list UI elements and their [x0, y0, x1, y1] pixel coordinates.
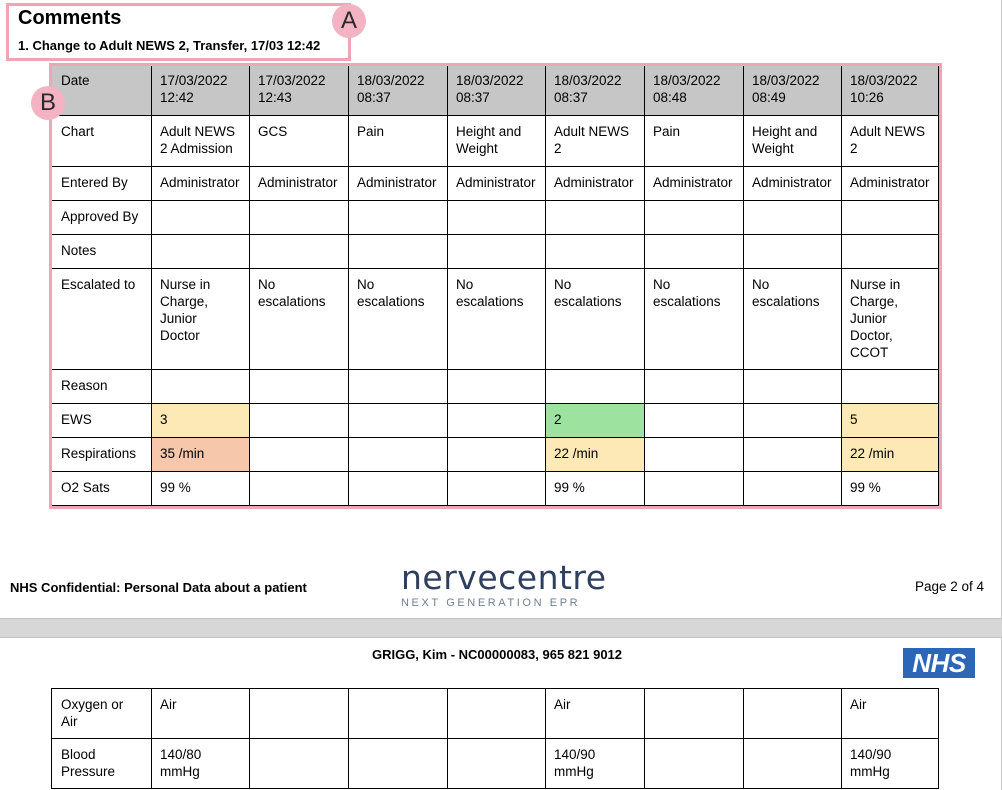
obs-row-o2-sats [52, 472, 939, 506]
table-cell: 18/03/2022 08:48 [645, 65, 744, 116]
table-cell [842, 370, 939, 404]
table-cell: 18/03/2022 08:49 [744, 65, 842, 116]
logo-wordmark: nervecentre [401, 558, 607, 597]
row-label: Escalated to [52, 269, 152, 370]
table-cell: 17/03/2022 12:42 [152, 65, 250, 116]
table-cell: Administrator [645, 167, 744, 201]
table-cell: 140/90 mmHg [842, 739, 939, 789]
obs-row-date [52, 65, 939, 116]
table-cell: No escalations [448, 269, 546, 370]
table-cell: 140/80 mmHg [152, 739, 250, 789]
row-label: Approved By [52, 201, 152, 235]
table-cell [546, 370, 645, 404]
row-label: Date [52, 65, 152, 116]
table-cell: No escalations [744, 269, 842, 370]
table-cell [448, 404, 546, 438]
obs-row-escalated-to [52, 269, 939, 370]
table-cell [349, 404, 448, 438]
table-cell: Nurse in Charge, Junior Doctor, CCOT [842, 269, 939, 370]
table-cell: Adult NEWS 2 [546, 116, 645, 167]
table-cell [152, 235, 250, 269]
table-cell [645, 472, 744, 506]
table-cell: No escalations [349, 269, 448, 370]
row-label: Blood Pressure [52, 739, 152, 789]
obs-row-reason [52, 370, 939, 404]
annotation-badge-a: A [332, 4, 366, 38]
table-cell: 5 [842, 404, 939, 438]
obs-row-approved-by [52, 201, 939, 235]
table-cell: 2 [546, 404, 645, 438]
page-number: Page 2 of 4 [914, 579, 984, 594]
table-cell [448, 235, 546, 269]
table-cell [152, 370, 250, 404]
table-cell [250, 404, 349, 438]
table-cell: Administrator [349, 167, 448, 201]
nervecentre-logo [401, 558, 607, 610]
table-cell [448, 370, 546, 404]
table-cell: 18/03/2022 08:37 [546, 65, 645, 116]
table-cell: 17/03/2022 12:43 [250, 65, 349, 116]
table-cell: GCS [250, 116, 349, 167]
table-cell [645, 370, 744, 404]
table-cell: Administrator [152, 167, 250, 201]
table-cell [744, 404, 842, 438]
obs-row-respirations [52, 438, 939, 472]
obs-cont-row-oxygen-or-air [52, 689, 939, 739]
table-cell: Height and Weight [448, 116, 546, 167]
table-cell [744, 370, 842, 404]
table-cell [250, 689, 349, 739]
table-cell: 35 /min [152, 438, 250, 472]
table-cell: 140/90 mmHg [546, 739, 645, 789]
table-cell [744, 689, 842, 739]
table-cell: Administrator [448, 167, 546, 201]
table-cell: No escalations [546, 269, 645, 370]
table-cell [645, 201, 744, 235]
table-cell [250, 472, 349, 506]
table-cell: 99 % [546, 472, 645, 506]
logo-tagline: NEXT GENERATION EPR [401, 597, 581, 609]
table-cell [250, 201, 349, 235]
table-cell: Pain [349, 116, 448, 167]
obs-row-notes [52, 235, 939, 269]
table-cell [250, 370, 349, 404]
table-cell: Air [546, 689, 645, 739]
table-cell: 3 [152, 404, 250, 438]
row-label: Respirations [52, 438, 152, 472]
table-cell [645, 739, 744, 789]
observations-table [51, 64, 939, 506]
table-cell [349, 201, 448, 235]
row-label: Notes [52, 235, 152, 269]
table-cell [744, 438, 842, 472]
table-cell: 18/03/2022 08:37 [448, 65, 546, 116]
table-cell: Air [842, 689, 939, 739]
table-cell [349, 438, 448, 472]
table-cell: Air [152, 689, 250, 739]
row-label: Entered By [52, 167, 152, 201]
row-label: EWS [52, 404, 152, 438]
table-cell [448, 689, 546, 739]
table-cell: No escalations [645, 269, 744, 370]
table-cell [645, 438, 744, 472]
table-cell: 18/03/2022 08:37 [349, 65, 448, 116]
table-cell [744, 201, 842, 235]
table-cell [744, 739, 842, 789]
table-cell: Administrator [744, 167, 842, 201]
table-cell [250, 438, 349, 472]
table-cell [448, 739, 546, 789]
patient-header: GRIGG, Kim - NC00000083, 965 821 9012 [371, 647, 623, 662]
confidential-notice: NHS Confidential: Personal Data about a patient [10, 580, 307, 595]
table-cell [645, 689, 744, 739]
obs-row-ews [52, 404, 939, 438]
page-separator [0, 618, 1002, 638]
table-cell: Pain [645, 116, 744, 167]
comments-heading: Comments [18, 7, 122, 29]
table-cell [349, 370, 448, 404]
table-cell [349, 235, 448, 269]
row-label: Reason [52, 370, 152, 404]
table-cell [546, 235, 645, 269]
table-cell [645, 404, 744, 438]
table-cell: Administrator [250, 167, 349, 201]
table-cell [448, 438, 546, 472]
table-cell [744, 472, 842, 506]
table-cell: Administrator [842, 167, 939, 201]
table-cell [250, 235, 349, 269]
table-cell: 99 % [842, 472, 939, 506]
table-cell [842, 235, 939, 269]
table-cell: Nurse in Charge, Junior Doctor [152, 269, 250, 370]
table-cell [448, 201, 546, 235]
comment-entry: 1. Change to Adult NEWS 2, Transfer, 17/03 12:42 [18, 38, 321, 53]
table-cell [744, 235, 842, 269]
table-cell: No escalations [250, 269, 349, 370]
table-cell: Height and Weight [744, 116, 842, 167]
row-label: Chart [52, 116, 152, 167]
table-cell [349, 689, 448, 739]
table-cell: 18/03/2022 10:26 [842, 65, 939, 116]
annotation-badge-b: B [31, 86, 65, 120]
table-cell [645, 235, 744, 269]
table-cell [842, 201, 939, 235]
table-cell: Adult NEWS 2 Admission [152, 116, 250, 167]
table-cell [250, 739, 349, 789]
table-cell: 99 % [152, 472, 250, 506]
table-cell: Adult NEWS 2 [842, 116, 939, 167]
table-cell [349, 739, 448, 789]
nhs-logo: NHS [903, 648, 975, 678]
table-cell [349, 472, 448, 506]
obs-row-entered-by [52, 167, 939, 201]
obs-cont-row-blood-pressure [52, 739, 939, 789]
table-cell: 22 /min [842, 438, 939, 472]
table-cell [448, 472, 546, 506]
obs-row-chart [52, 116, 939, 167]
row-label: O2 Sats [52, 472, 152, 506]
table-cell [546, 201, 645, 235]
table-cell: Administrator [546, 167, 645, 201]
observations-table-continued [51, 688, 939, 789]
table-cell: 22 /min [546, 438, 645, 472]
table-cell [152, 201, 250, 235]
row-label: Oxygen or Air [52, 689, 152, 739]
